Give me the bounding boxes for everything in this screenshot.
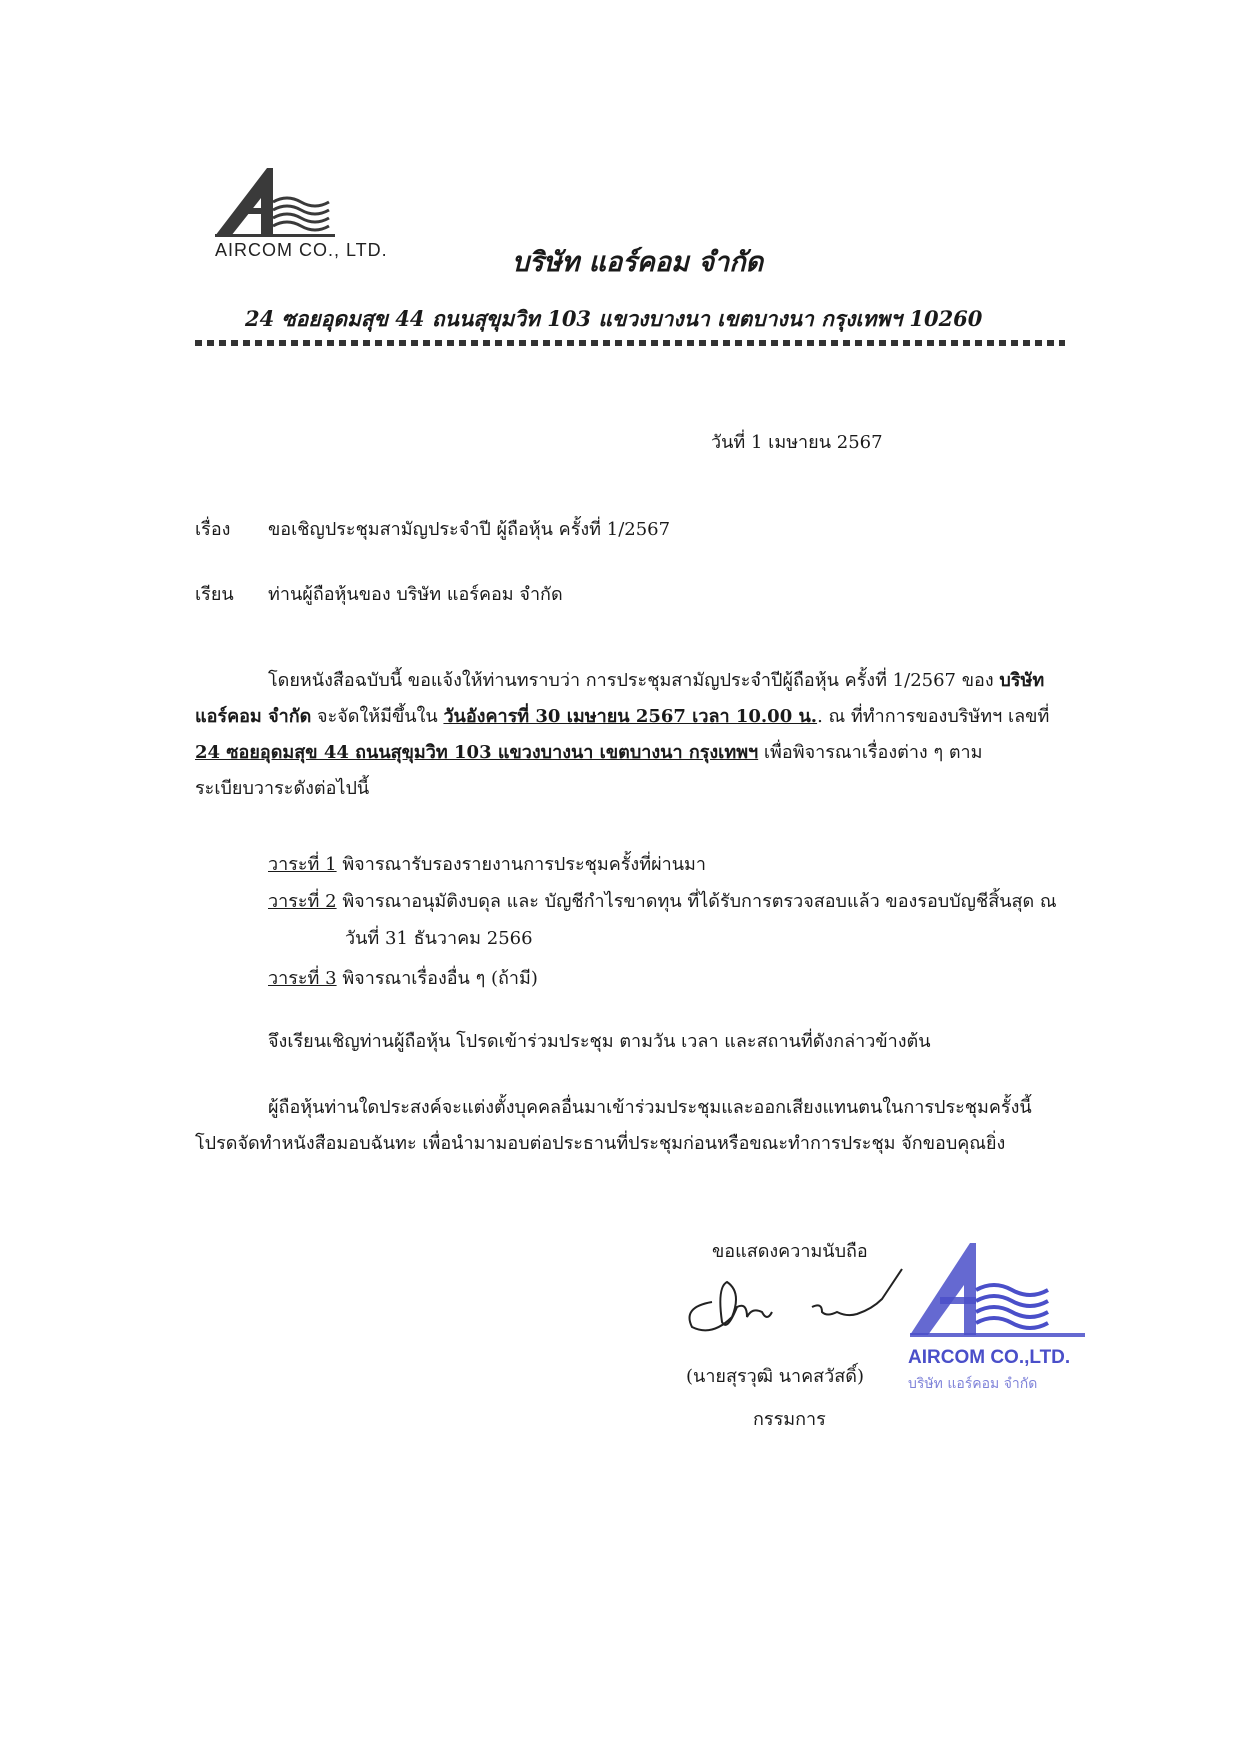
p1-intro: โดยหนังสือฉบับนี้ ขอแจ้งให้ท่านทราบว่า การประชุมสามัญประจำปีผู้ถือหุ้น ครั้งที่ 1/2567 ของ [268,670,1000,691]
p1-text-d: เพื่อพิจารณาเรื่องต่าง ๆ ตามระเบียบวาระดังต่อไปนี้ [195,742,983,799]
body-paragraph-3: ผู้ถือหุ้นท่านใดประสงค์จะแต่งตั้งบุคคลอื่นมาเข้าร่วมประชุมและออกเสียงแทนตนในการประชุมครั้งนี้ โปรดจัดทำหนังสือมอบฉันทะ เพื่อนำมามอบต่อประธานที่ประชุมก่อนหรือขณะทำการประชุม จักขอบคุณยิ่ง [195,1097,1032,1154]
signer-name: (นายสุรวุฒิ นาคสวัสดิ์) [686,1366,864,1387]
agenda-number: วาระที่ 2 [268,891,337,912]
meeting-place: 24 ซอยอุดมสุข 44 ถนนสุขุมวิท 103 แขวงบางนา เขตบางนา กรุงเทพฯ [195,742,759,763]
agenda-item [268,890,1057,914]
company-name: บริษัท แอร์คอม จำกัด [512,247,764,278]
meeting-datetime: วันอังคารที่ 30 เมษายน 2567 เวลา 10.00 น. [443,706,818,727]
closing-text: ขอแสดงความนับถือ [712,1241,868,1262]
recipient-text: ท่านผู้ถือหุ้นของ บริษัท แอร์คอม จำกัด [268,584,563,605]
agenda-text: พิจารณาอนุมัติงบดุล และ บัญชีกำไรขาดทุน ที่ได้รับการตรวจสอบแล้ว ของรอบบัญชีสิ้นสุด ณ [336,891,1057,912]
p1-text-b: จะจัดให้มีขึ้นใน [311,706,444,727]
letterhead-divider [195,340,1065,346]
body-paragraph-1 [195,663,1065,807]
signer-title: กรรมการ [753,1409,826,1430]
subject-text: ขอเชิญประชุมสามัญประจำปี ผู้ถือหุ้น ครั้งที่ 1/2567 [268,519,671,540]
svg-text:บริษัท แอร์คอม จำกัด: บริษัท แอร์คอม จำกัด [908,1376,1038,1392]
subject-label: เรื่อง [195,519,231,540]
agenda-item-continuation: วันที่ 31 ธันวาคม 2566 [345,928,533,949]
logo-text: AIRCOM CO., LTD. [215,240,388,260]
p1-text-c: . ณ ที่ทำการของบริษัทฯ เลขที่ [817,706,1050,727]
company-stamp [900,1235,1090,1395]
body-paragraph-2: จึงเรียนเชิญท่านผู้ถือหุ้น โปรดเข้าร่วมประชุม ตามวัน เวลา และสถานที่ดังกล่าวข้างต้น [268,1031,931,1052]
company-address: 24 ซอยอุดมสุข 44 ถนนสุขุมวิท 103 แขวงบางนา เขตบางนา กรุงเทพฯ 10260 [245,306,983,331]
recipient-label: เรียน [195,584,234,605]
agenda-item [268,967,538,991]
agenda-item [268,853,706,877]
agenda-number: วาระที่ 3 [268,968,337,989]
signature [672,1262,922,1347]
agenda-text: พิจารณารับรองรายงานการประชุมครั้งที่ผ่านมา [336,854,707,875]
letter-date: วันที่ 1 เมษายน 2567 [711,432,883,453]
agenda-number: วาระที่ 1 [268,854,337,875]
agenda-text: พิจารณาเรื่องอื่น ๆ (ถ้ามี) [336,968,538,989]
svg-text:AIRCOM CO.,LTD.: AIRCOM CO.,LTD. [908,1347,1071,1368]
p1-company: บริษัท แอร์คอม จำกัด [195,670,1045,727]
company-logo [215,168,335,240]
